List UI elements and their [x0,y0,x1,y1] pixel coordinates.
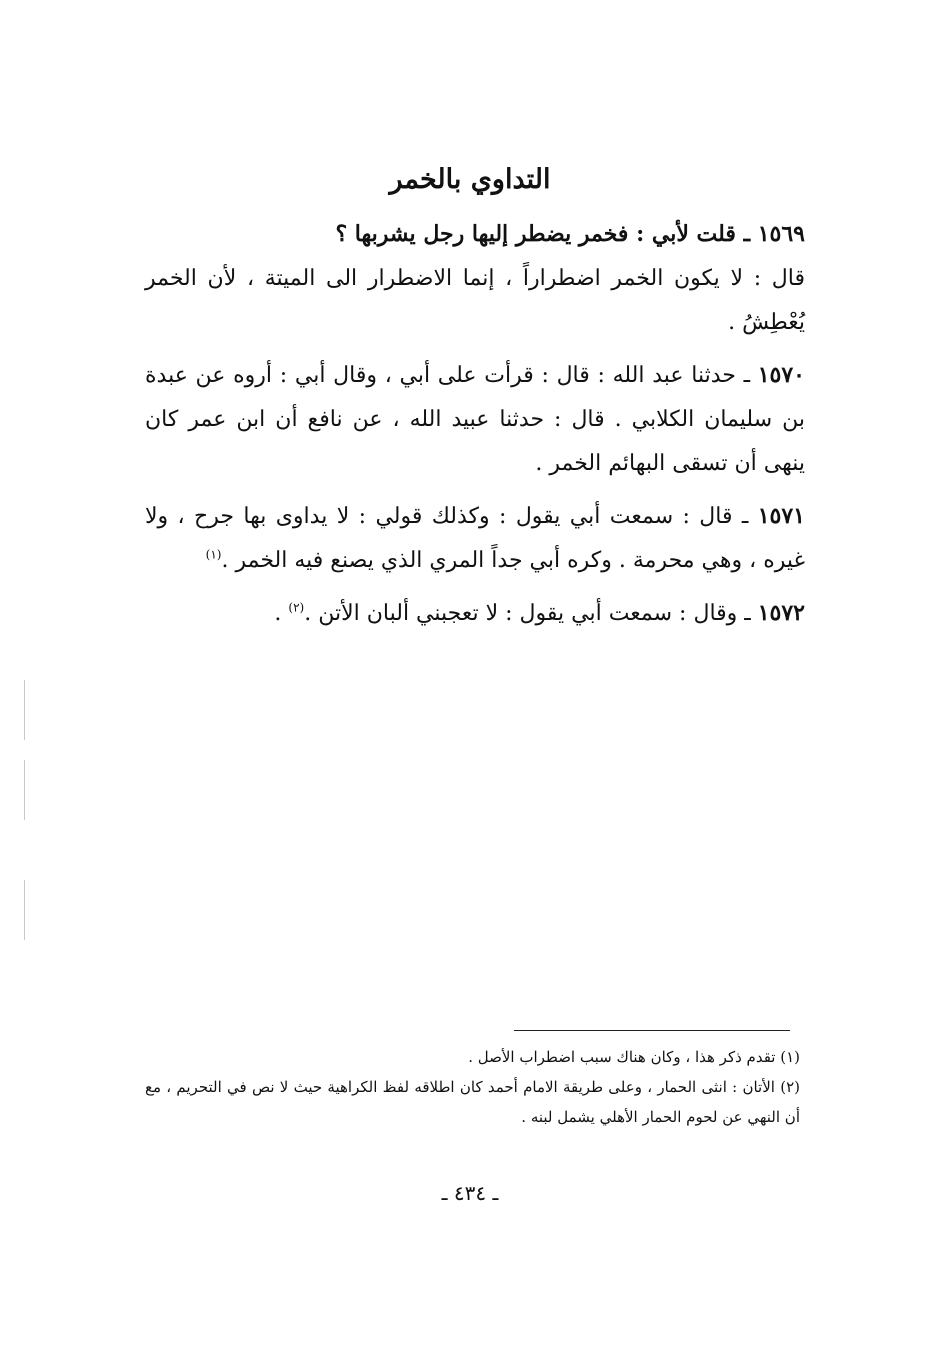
page-number: ـ ٤٣٤ ـ [441,1181,499,1205]
entry-number: ١٥٧٠ [757,362,805,388]
entry-text: ـ وقال : سمعت أبي يقول : لا تعجبني ألبان الأتن . [304,601,751,626]
footnote-separator [514,1030,790,1031]
footnote-ref: (٢) [288,600,305,615]
entry-number: ١٥٧٢ [757,600,805,626]
scan-artifact-line [24,880,25,940]
entry-1571 [145,494,805,583]
footnote-1: (١) تقدم ذكر هذا ، وكان هناك سبب اضطراب الأصل . [468,1048,800,1066]
entry-number: ١٥٧١ [757,503,805,529]
entry-text: ـ قلت لأبي : فخمر يضطر إليها رجل يشربها ؟ [335,221,751,247]
section-title: التداوي بالخمر [389,164,551,195]
scan-artifact-line [24,680,25,740]
entry-number: ١٥٦٩ [757,221,805,247]
scan-artifact-line [24,760,25,820]
footnotes [145,1042,800,1132]
entry-1570 [145,353,805,486]
footnote-ref: (١) [205,547,222,562]
entry-text: ـ حدثنا عبد الله : قال : قرأت على أبي ، وقال أبي : أروه عن عبدة بن سليمان الكلابي . قال : حدثنا عبيد الله ، عن نافع أن ابن عمر كان ينهى أن تسقى البهائم الخمر . [145,363,805,476]
entry-1572 [145,591,805,636]
body-text [145,212,805,644]
entry-text: ـ قال : سمعت أبي يقول : وكذلك قولي : لا يداوى بها جرح ، ولا غيره ، وهي محرمة . وكره أبي جداً المري الذي يصنع فيه الخمر . [145,504,805,573]
footnote-2: (٢) الأتان : انثى الحمار ، وعلى طريقة الامام أحمد كان اطلاقه لفظ الكراهية حيث لا نص في التحريم ، مع أن النهي عن لحوم الحمار الأهلي يشمل لبنه . [145,1078,800,1126]
entry-question [335,221,805,247]
entry-1569 [145,212,805,345]
entry-tail: . [274,601,289,626]
entry-answer: قال : لا يكون الخمر اضطراراً ، إنما الاضطرار الى الميتة ، لأن الخمر يُعْطِشُ . [145,266,805,335]
